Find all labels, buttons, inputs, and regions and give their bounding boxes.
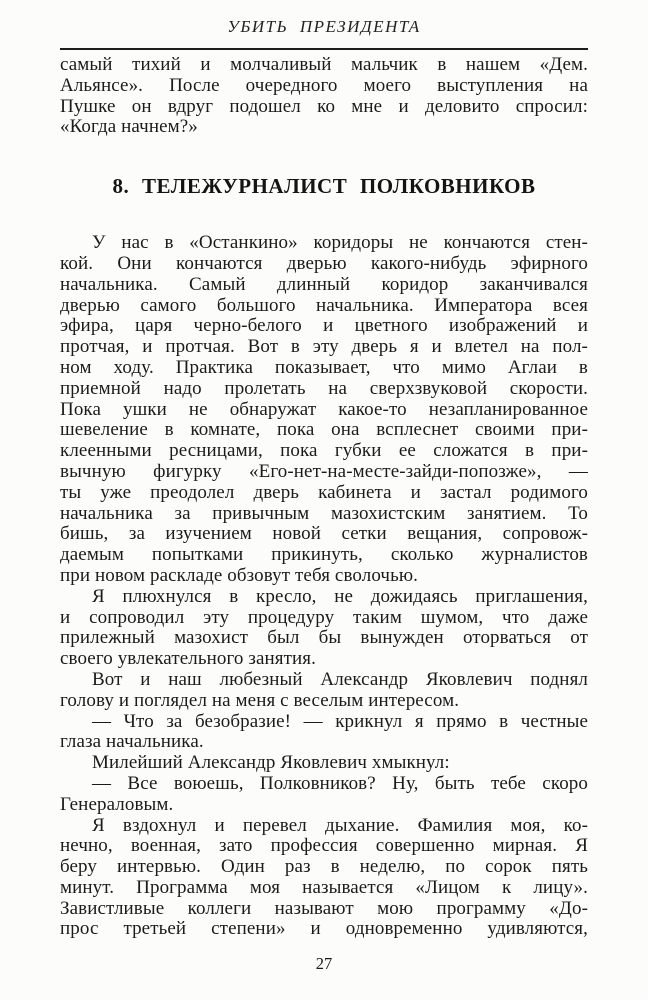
text-line: кой. Они кончаются дверью какого-нибудь эфирного	[60, 252, 588, 274]
text-line: начальника. Самый длинный коридор заканчивался	[60, 273, 588, 295]
text-block	[60, 55, 588, 940]
text-line: Вот и наш любезный Александр Яковлевич поднял	[92, 668, 588, 690]
paragraph	[60, 233, 588, 587]
paragraph	[60, 712, 588, 754]
text-line: беру интервью. Один раз в неделю, по сорок пять	[60, 856, 588, 878]
paragraph	[60, 587, 588, 670]
text-line: даемым попытками прикинуть, сколько журналистов	[60, 544, 588, 566]
text-line: приемной надо пролетать на сверхзвуковой скорости.	[60, 377, 588, 399]
text-line: эфира, царя черно-белого и цветного изображений и	[60, 315, 588, 337]
paragraph	[60, 670, 588, 712]
text-line: протчая, и протчая. Вот в эту дверь я и влетел на пол-	[60, 336, 588, 358]
text-line: и сопроводил эту процедуру таким шумом, что даже	[60, 606, 588, 628]
paragraph	[60, 816, 588, 941]
text-line: Генераловым.	[60, 793, 174, 815]
text-line: У нас в «Останкино» коридоры не кончаются стен-	[92, 232, 588, 254]
text-line: самый тихий и молчаливый мальчик в нашем «Дем.	[60, 54, 588, 75]
text-line: Я вздохнул и перевел дыхание. Фамилия моя, ко-	[92, 814, 588, 836]
text-line: Пушке он вдруг подошел ко мне и деловито спросил:	[60, 95, 588, 117]
text-line: нечно, военная, зато профессия совершенно мирная. Я	[60, 835, 588, 857]
text-line: — Все воюешь, Полковников? Ну, быть тебе скоро	[92, 772, 588, 794]
text-line: бишь, за изучением новой сетки вещания, сопровож-	[60, 523, 588, 545]
text-line: шевеление в комнате, пока она всплеснет своими при-	[60, 419, 588, 441]
text-line: своего увлекательного занятия.	[60, 648, 316, 670]
text-line: глаза начальника.	[60, 731, 204, 753]
header-rule	[60, 48, 588, 50]
text-line: — Что за безобразие! — крикнул я прямо в честные	[92, 710, 588, 732]
text-line: прос третьей степени» и одновременно удивляются,	[60, 918, 588, 940]
paragraph	[60, 753, 588, 774]
text-line: клеенными ресницами, пока губки ее сложатся в при-	[60, 440, 588, 462]
text-line: Альянсе». После очередного моего выступления на	[60, 74, 588, 96]
text-line: Я плюхнулся в кресло, не дожидаясь приглашения,	[92, 585, 588, 607]
chapter-heading: 8. ТЕЛЕЖУРНАЛИСТ ПОЛКОВНИКОВ	[112, 174, 536, 199]
text-line: минут. Программа моя называется «Лицом к лицу».	[60, 876, 588, 898]
text-line: Пока ушки не обнаружат какое-то незапланированное	[60, 398, 588, 420]
paragraph	[60, 774, 588, 816]
text-line: начальника за привычным мазохистским занятием. То	[60, 502, 588, 524]
paragraph	[60, 55, 588, 138]
text-line: прилежный мазохист был бы вынужден оторваться от	[60, 627, 588, 649]
text-line: ном ходу. Практика показывает, что мимо Аглаи в	[60, 356, 588, 378]
text-line: вычную фигурку «Его-нет-на-месте-зайди-попозже», —	[60, 460, 588, 482]
text-line: при новом раскладе обзовут тебя сволочью.	[60, 564, 419, 586]
text-line: «Когда начнем?»	[60, 116, 198, 138]
page-number: 27	[315, 954, 333, 973]
text-line: голову и поглядел на меня с веселым интересом.	[60, 689, 460, 711]
text-line: дверью самого большого начальника. Императора всея	[60, 294, 588, 316]
text-line: Завистливые коллеги называют мою программу «До-	[60, 897, 588, 919]
running-header: УБИТЬ ПРЕЗИДЕНТА	[227, 17, 421, 36]
text-line: Милейший Александр Яковлевич хмыкнул:	[92, 752, 450, 774]
text-line: ты уже преодолел дверь кабинета и застал родимого	[60, 481, 588, 503]
